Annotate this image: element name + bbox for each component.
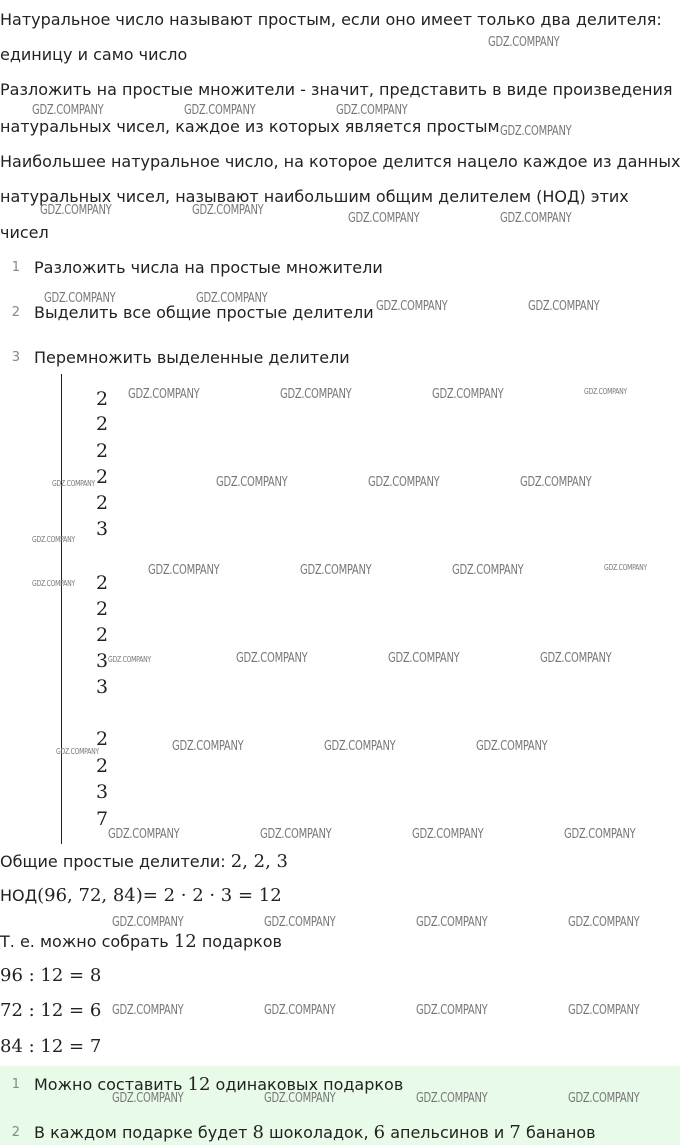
answer-item — [0, 1120, 596, 1144]
answer-item — [0, 1072, 403, 1096]
answer-text-a: В каждом подарке будет — [34, 1122, 248, 1142]
answer-text-c: одинаковых подарков — [215, 1074, 404, 1094]
gifts-prefix: Т. е. можно собрать — [0, 932, 169, 951]
definition-gcd-line2: натуральных чисел, называют наибольшим общим делителем (НОД) этих — [0, 187, 629, 206]
gcd-expression: (96, 72, 84)= 2 · 2 · 3 = 12 — [37, 885, 282, 906]
watermark-text: GDZ.COMPANY — [108, 655, 151, 664]
watermark-text: GDZ.COMPANY — [40, 203, 112, 218]
gcd-label: НОД — [0, 886, 38, 905]
watermark-text: GDZ.COMPANY — [264, 1003, 336, 1018]
common-divisors — [0, 852, 288, 872]
answer-text-g: бананов — [525, 1122, 596, 1142]
divisor-value: 7 — [96, 808, 109, 830]
divisor-value: 2 — [96, 624, 109, 646]
divisor-value: 2 — [96, 728, 109, 750]
watermark-text: GDZ.COMPANY — [216, 475, 288, 490]
gcd-line — [0, 886, 282, 906]
answer-value-chocolates: 8 — [252, 1121, 264, 1143]
watermark-text: GDZ.COMPANY — [44, 291, 116, 306]
watermark-text: GDZ.COMPANY — [416, 915, 488, 930]
watermark-text: GDZ.COMPANY — [540, 651, 612, 666]
gifts-line — [0, 932, 282, 952]
step-number: 3 — [11, 349, 20, 365]
step-text: Разложить числа на простые множители — [34, 257, 383, 277]
divisor-value: 3 — [96, 781, 109, 803]
step-item — [0, 255, 383, 279]
divisor-value: 2 — [96, 440, 109, 462]
watermark-text: GDZ.COMPANY — [260, 827, 332, 842]
definition-prime-line2: единицу и само число — [0, 45, 188, 64]
definition-gcd-line3: чисел — [0, 223, 49, 242]
watermark-text: GDZ.COMPANY — [500, 124, 572, 139]
definition-factorization-line2: натуральных чисел, каждое из которых является простым — [0, 117, 500, 136]
step-item — [0, 345, 350, 369]
watermark-text: GDZ.COMPANY — [520, 475, 592, 490]
step-text: Выделить все общие простые делители — [34, 302, 374, 322]
divisor-value: 2 — [96, 598, 109, 620]
answer-value-bananas: 7 — [509, 1121, 521, 1143]
answer-text-a: Можно составить — [34, 1074, 183, 1094]
answer-text-c: шоколадок, — [269, 1122, 369, 1142]
watermark-text: GDZ.COMPANY — [300, 563, 372, 578]
division-96: 96 : 12 = 8 — [0, 965, 102, 986]
answer-value-oranges: 6 — [373, 1121, 386, 1143]
watermark-text: GDZ.COMPANY — [32, 579, 75, 588]
divisor-value: 3 — [96, 518, 109, 540]
watermark-text: GDZ.COMPANY — [128, 387, 200, 402]
division-84: 84 : 12 = 7 — [0, 1036, 102, 1057]
watermark-text: GDZ.COMPANY — [236, 651, 308, 666]
watermark-text: GDZ.COMPANY — [568, 1091, 640, 1106]
answer-text-e: апельсинов и — [390, 1122, 505, 1142]
divisor-value: 2 — [96, 572, 109, 594]
watermark-text: GDZ.COMPANY — [172, 739, 244, 754]
watermark-text: GDZ.COMPANY — [148, 563, 220, 578]
divisor-value: 3 — [96, 650, 109, 672]
watermark-text: GDZ.COMPANY — [500, 211, 572, 226]
watermark-text: GDZ.COMPANY — [112, 915, 184, 930]
answer-value: 12 — [187, 1073, 211, 1095]
watermark-text: GDZ.COMPANY — [324, 739, 396, 754]
definition-factorization-line1: Разложить на простые множители - значит, представить в виде произведения — [0, 80, 673, 99]
divisor-value: 2 — [96, 413, 109, 435]
watermark-text: GDZ.COMPANY — [528, 299, 600, 314]
watermark-text: GDZ.COMPANY — [32, 103, 104, 118]
watermark-text: GDZ.COMPANY — [264, 1091, 336, 1106]
common-divisors-value: 2, 2, 3 — [230, 851, 288, 872]
watermark-text: GDZ.COMPANY — [376, 299, 448, 314]
watermark-text: GDZ.COMPANY — [192, 203, 264, 218]
divisor-value: 2 — [96, 755, 109, 777]
watermark-text: GDZ.COMPANY — [52, 479, 95, 488]
divisor-value: 2 — [96, 492, 109, 514]
step-number: 1 — [11, 259, 20, 275]
watermark-text: GDZ.COMPANY — [32, 535, 75, 544]
definition-gcd-line1: Наибольшее натуральное число, на которое делится нацело каждое из данных — [0, 152, 680, 171]
watermark-text: GDZ.COMPANY — [368, 475, 440, 490]
divisor-value: 2 — [96, 466, 109, 488]
step-text: Перемножить выделенные делители — [34, 347, 350, 367]
watermark-text: GDZ.COMPANY — [488, 35, 560, 50]
watermark-text: GDZ.COMPANY — [416, 1091, 488, 1106]
answer-number: 1 — [11, 1076, 20, 1092]
watermark-text: GDZ.COMPANY — [280, 387, 352, 402]
definition-prime-line1: Натуральное число называют простым, если оно имеет только два делителя: — [0, 10, 662, 29]
common-divisors-label: Общие простые делители: — [0, 852, 226, 871]
watermark-text: GDZ.COMPANY — [108, 827, 180, 842]
watermark-text: GDZ.COMPANY — [388, 651, 460, 666]
gifts-suffix: подарков — [201, 932, 282, 951]
gifts-number: 12 — [173, 931, 197, 952]
watermark-text: GDZ.COMPANY — [584, 387, 627, 396]
divisor-value: 3 — [96, 676, 109, 698]
answer-number: 2 — [11, 1124, 20, 1140]
watermark-text: GDZ.COMPANY — [184, 103, 256, 118]
watermark-text: GDZ.COMPANY — [264, 915, 336, 930]
watermark-text: GDZ.COMPANY — [412, 827, 484, 842]
watermark-text: GDZ.COMPANY — [564, 827, 636, 842]
watermark-text: GDZ.COMPANY — [336, 103, 408, 118]
watermark-text: GDZ.COMPANY — [112, 1003, 184, 1018]
watermark-text: GDZ.COMPANY — [432, 387, 504, 402]
watermark-text: GDZ.COMPANY — [604, 563, 647, 572]
watermark-text: GDZ.COMPANY — [476, 739, 548, 754]
watermark-text: GDZ.COMPANY — [348, 211, 420, 226]
watermark-text: GDZ.COMPANY — [112, 1091, 184, 1106]
division-72: 72 : 12 = 6 — [0, 1000, 102, 1021]
watermark-text: GDZ.COMPANY — [196, 291, 268, 306]
divisor-value: 2 — [96, 388, 109, 410]
watermark-text: GDZ.COMPANY — [56, 747, 99, 756]
step-number: 2 — [11, 304, 20, 320]
divider-line — [61, 374, 62, 844]
watermark-text: GDZ.COMPANY — [568, 915, 640, 930]
watermark-text: GDZ.COMPANY — [452, 563, 524, 578]
watermark-text: GDZ.COMPANY — [416, 1003, 488, 1018]
watermark-text: GDZ.COMPANY — [568, 1003, 640, 1018]
